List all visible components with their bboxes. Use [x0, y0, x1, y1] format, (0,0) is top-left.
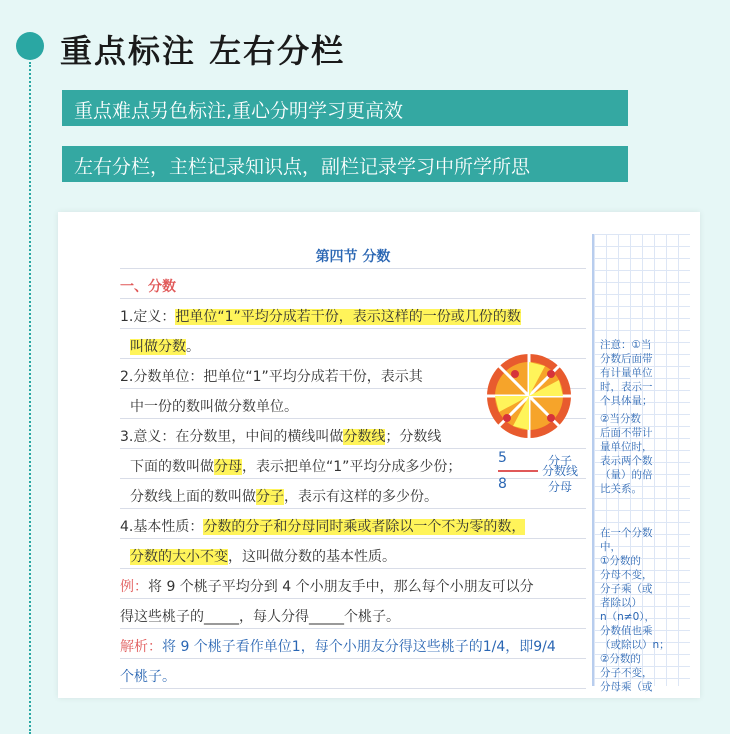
fraction-denominator: 8 — [498, 476, 507, 492]
answer-line-2: 个桃子。 — [120, 658, 586, 689]
notebook-page — [58, 212, 700, 698]
fraction-numerator: 5 — [498, 450, 507, 466]
page-title: 重点标注 左右分栏 — [60, 32, 346, 70]
pie-chart-illustration — [485, 352, 573, 440]
title-bullet-dot — [16, 32, 44, 60]
note-line-7: 分数线上面的数叫做分子，表示有这样的多少份。 — [120, 478, 586, 509]
side-column — [592, 234, 690, 693]
note-line-9: 分数的大小不变，这叫做分数的基本性质。 — [120, 538, 586, 569]
answer-line-1: 解析：将 9 个桃子看作单位1，每个小朋友分得这些桃子的1/4，即9/4 — [120, 628, 586, 659]
denominator-label: 分母 — [548, 480, 573, 494]
timeline-dotted-line — [29, 62, 31, 734]
note-line-2: 叫做分数。 — [120, 328, 586, 359]
side-note-3: 在一个分数 中， ①分数的 分母不变， 分子乘（或 者除以） n（n≠0）， 分数值也乘 （或除以）n； ②分数的 分子不变， 分母乘（或 — [600, 527, 670, 693]
fraction-line-label: 分数线 — [542, 464, 579, 478]
note-line-5: 3.意义：在分数里，中间的横线叫做分数线；分数线 — [120, 418, 586, 449]
section-heading: 一、分数 — [120, 268, 586, 299]
side-note-1: 注意：①当 分数后面带 有计量单位 时，表示一 个具体量； — [600, 339, 653, 407]
feature-band-1: 重点难点另色标注,重心分明学习更高效 — [62, 90, 628, 126]
note-line-8: 4.基本性质：分数的分子和分母同时乘或者除以一个不为零的数， — [120, 508, 586, 539]
example-line-2: 得这些桃子的_____，每人分得_____个桃子。 — [120, 598, 586, 629]
feature-band-2: 左右分栏，主栏记录知识点，副栏记录学习中所学所思 — [62, 146, 628, 182]
section-title: 第四节 分数 — [120, 238, 586, 269]
note-line-4: 中一份的数叫做分数单位。 — [120, 388, 586, 419]
example-line-1: 例：将 9 个桃子平均分到 4 个小朋友手中，那么每个小朋友可以分 — [120, 568, 586, 599]
note-line-1: 1.定义：把单位“1”平均分成若干份，表示这样的一份或几份的数 — [120, 298, 586, 329]
note-line-3: 2.分数单位：把单位“1”平均分成若干份，表示其 — [120, 358, 586, 389]
side-note-2: ②当分数 后面不带计 量单位时， 表示两个数 （量）的倍 比关系。 — [600, 413, 653, 495]
numerator-label: 分子 — [548, 454, 573, 468]
note-line-6: 下面的数叫做分母，表示把单位“1”平均分成多少份； — [120, 448, 586, 479]
fraction-line — [498, 470, 538, 472]
